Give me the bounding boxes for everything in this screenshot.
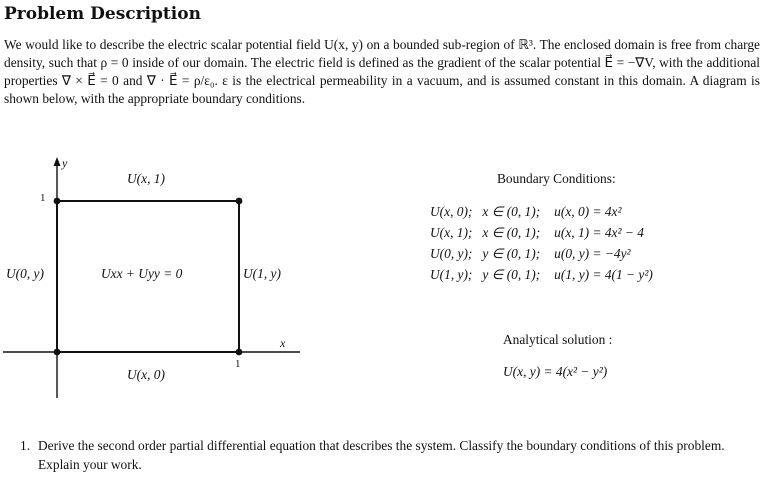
question-item: [20, 436, 760, 474]
x-tick-label: 1: [235, 358, 241, 370]
bc-func: U(x, 1);: [430, 224, 473, 240]
bc-value: u(1, y) = 4(1 − y²): [554, 266, 653, 282]
boundary-conditions-title: Boundary Conditions:: [497, 171, 616, 186]
bc-func: U(1, y);: [430, 266, 473, 282]
label-right-boundary: U(1, y): [243, 266, 281, 281]
label-left-boundary: U(0, y): [6, 266, 44, 281]
bc-row: [430, 222, 657, 243]
question-number: 1.: [20, 438, 31, 453]
laplace-equation-label: Uxx + Uyy = 0: [101, 266, 183, 281]
corner-dot: [236, 198, 243, 205]
corner-dot: [236, 349, 243, 356]
bc-func: U(x, 0);: [430, 203, 473, 219]
label-bottom-boundary: U(x, 0): [127, 367, 165, 382]
corner-dot: [54, 198, 61, 205]
bc-row: [430, 264, 657, 285]
label-top-boundary: U(x, 1): [127, 171, 165, 186]
x-axis-label: x: [280, 336, 286, 350]
question-text: Derive the second order partial differential equation that describes the system. Classify the boundary conditions of this problem. Explain your work.: [38, 438, 725, 472]
bc-domain: x ∈ (0, 1);: [482, 203, 541, 219]
section-heading: Problem Description: [4, 4, 201, 24]
problem-paragraph: We would like to describe the electric scalar potential field U(x, y) on a bounded sub-region of ℝ³. The enclosed domain is free from charge density, such that ρ = 0 inside of our domain. The electric field is defined as the gradient of the scalar potential E⃗ = −∇V, with the additional properties ∇ × E⃗ = 0 and ∇ · E⃗ = ρ/ε₀. ε is the electrical permeability in a vacuum, and is assumed constant in this domain. A diagram is shown below, with the appropriate boundary conditions.: [4, 37, 760, 106]
bc-func: U(0, y);: [430, 245, 473, 261]
y-axis-arrow: [54, 157, 61, 166]
boundary-conditions-table: [430, 201, 657, 285]
analytical-solution-title: Analytical solution :: [503, 332, 613, 347]
bc-value: u(x, 0) = 4x²: [554, 203, 622, 219]
analytical-solution-formula: U(x, y) = 4(x² − y²): [503, 364, 608, 379]
bc-domain: y ∈ (0, 1);: [482, 245, 541, 261]
corner-dot: [54, 349, 61, 356]
bc-value: u(0, y) = −4y²: [554, 245, 631, 261]
y-tick-label: 1: [40, 192, 46, 204]
bc-domain: x ∈ (0, 1);: [482, 224, 541, 240]
bc-domain: y ∈ (0, 1);: [482, 266, 541, 282]
y-axis-label: y: [62, 156, 68, 170]
bc-value: u(x, 1) = 4x² − 4: [554, 224, 644, 240]
bc-row: [430, 243, 657, 264]
bc-row: [430, 201, 657, 222]
